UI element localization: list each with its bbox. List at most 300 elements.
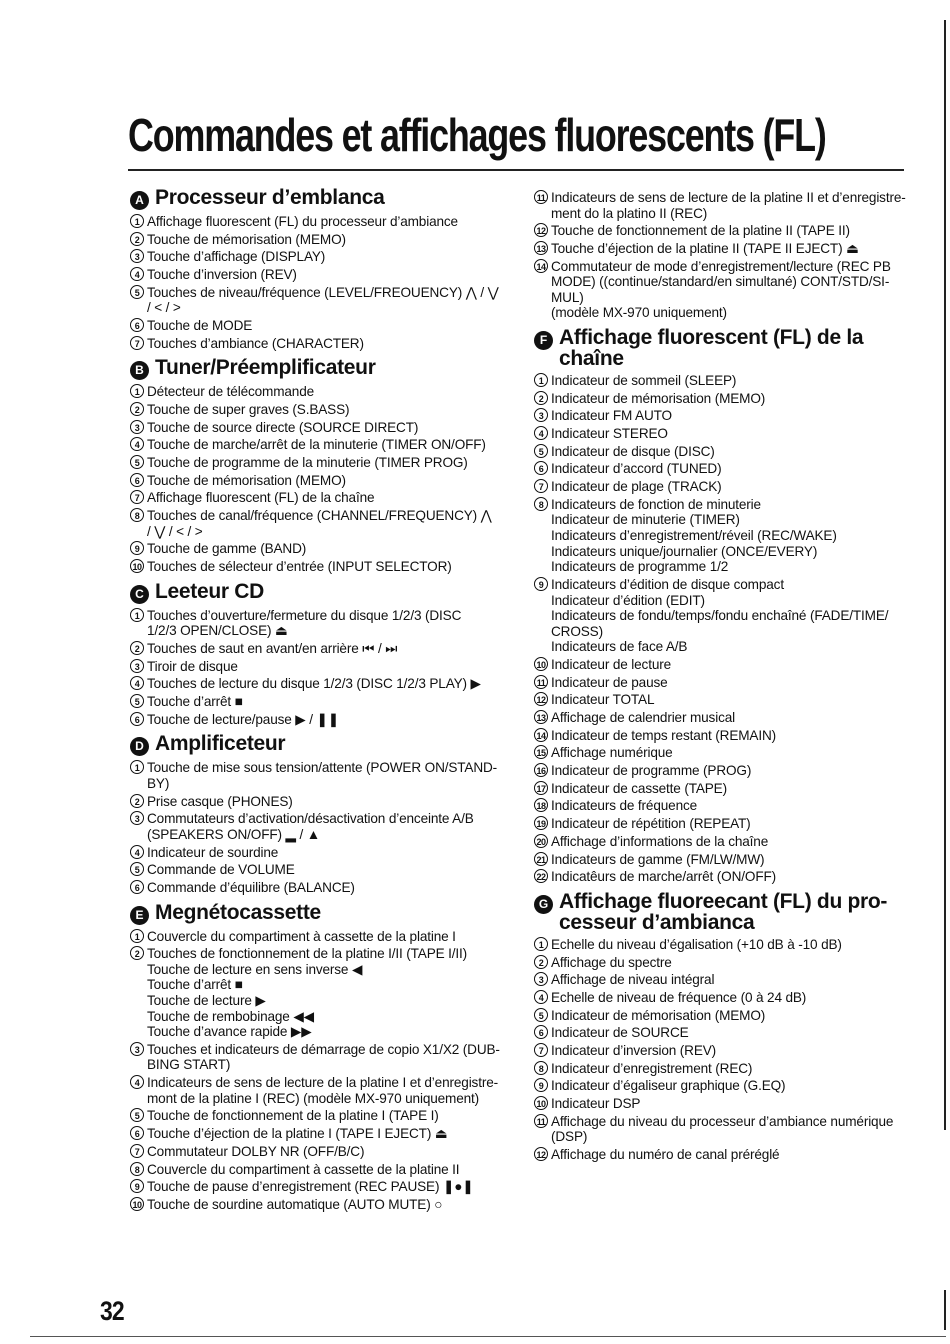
list-item	[130, 1042, 510, 1073]
item-text	[147, 641, 510, 657]
list-item	[534, 745, 914, 761]
item-number: 4	[130, 845, 144, 859]
item-text	[147, 1126, 510, 1142]
item-number: 5	[534, 1008, 548, 1022]
item-line: Indicateur de sommeil (SLEEP)	[551, 373, 737, 389]
item-number: 19	[534, 816, 548, 830]
item-line: Touche de lecture en sens inverse ◀	[147, 961, 363, 977]
list-item	[534, 408, 914, 424]
list-item	[130, 1197, 510, 1213]
list-item	[130, 760, 510, 791]
item-line: BING START)	[147, 1057, 231, 1073]
item-line: Commande d’équilibre (BALANCE)	[147, 879, 355, 895]
item-text	[551, 1147, 914, 1163]
list-item	[534, 1043, 914, 1059]
item-number: 7	[130, 490, 144, 504]
list-item	[130, 541, 510, 557]
item-text	[147, 384, 510, 400]
item-line: Touche de programme de la minuterie (TIMER PROG)	[147, 455, 468, 471]
item-text	[551, 391, 914, 407]
item-text	[147, 232, 510, 248]
item-text	[551, 479, 914, 495]
section-badge: E	[130, 906, 149, 925]
item-number: 3	[130, 249, 144, 263]
item-line: Echelle de niveau de fréquence (0 à 24 dB)	[551, 989, 807, 1005]
item-text	[147, 1179, 510, 1195]
item-list	[130, 214, 510, 351]
list-item	[130, 811, 510, 842]
item-text	[551, 692, 914, 708]
item-line: Touches de sélecteur d’entrée (INPUT SELECTOR)	[147, 559, 452, 575]
item-number: 21	[534, 852, 548, 866]
item-line: Indicateur de minuterie (TIMER)	[551, 512, 740, 528]
item-line: Indicateurs de programme 1/2	[551, 559, 729, 575]
item-number: 6	[534, 461, 548, 475]
item-line: Indicateurs de fréquence	[551, 798, 698, 814]
item-line: Indicateurs de face A/B	[551, 639, 688, 655]
item-list	[534, 937, 914, 1163]
list-item	[534, 781, 914, 797]
list-item	[534, 1147, 914, 1163]
item-line: Touche de fonctionnement de la platine I (TAPE I)	[147, 1108, 439, 1124]
item-text	[147, 420, 510, 436]
item-number: 13	[534, 710, 548, 724]
item-line: Touche de sourdine automatique (AUTO MUTE) ○	[147, 1196, 443, 1212]
list-item	[130, 1075, 510, 1106]
list-item	[130, 420, 510, 436]
section	[534, 891, 914, 1163]
item-line: Touche de mise sous tension/attente (POWER ON/STAND-	[147, 760, 498, 776]
list-item	[534, 497, 914, 575]
item-line: Touche d’arrêt ■	[147, 977, 243, 993]
item-line: Indicateurs de sens de lecture de la platine II et d’enregistre-	[551, 190, 906, 205]
item-number: 5	[534, 444, 548, 458]
list-item	[130, 929, 510, 945]
list-item	[534, 1061, 914, 1077]
item-text	[551, 1114, 914, 1145]
item-line: Indicateur TOTAL	[551, 692, 655, 708]
section-badge: A	[130, 191, 149, 210]
item-line: Indicateur DSP	[551, 1096, 641, 1111]
item-number: 7	[534, 479, 548, 493]
item-line: Touches de niveau/fréquence (LEVEL/FREOUENCY) ⋀ / ⋁	[147, 284, 499, 300]
item-line: Indicateur STEREO	[551, 426, 668, 442]
item-line: Touches de saut en avant/en arrière ⏮ / ⏭	[147, 640, 398, 656]
bottom-divider	[30, 1336, 946, 1337]
item-line: Couvercle du compartiment à cassette de la platine II	[147, 1161, 460, 1177]
item-line: Tiroir de disque	[147, 658, 238, 674]
item-line: Indicateur de plage (TRACK)	[551, 479, 722, 495]
item-number: 3	[130, 811, 144, 825]
item-text	[147, 694, 510, 710]
list-item	[534, 728, 914, 744]
item-line: Commutateur DOLBY NR (OFF/B/C)	[147, 1143, 365, 1159]
section-header	[130, 357, 510, 380]
item-text	[551, 972, 914, 988]
item-text	[147, 760, 510, 791]
list-item	[130, 336, 510, 352]
item-number: 1	[130, 214, 144, 228]
item-text	[551, 577, 914, 655]
list-item	[534, 391, 914, 407]
list-item	[534, 1114, 914, 1145]
item-text	[551, 190, 914, 221]
item-line: Affichage numérique	[551, 745, 673, 761]
item-line: Indicateurs de sens de lecture de la platine I et d’enregistre-	[147, 1075, 498, 1091]
item-text	[147, 249, 510, 265]
item-line: MODE) ((continue/standard/en simultané) CONT/STD/SI-	[551, 274, 890, 290]
item-text	[147, 473, 510, 489]
item-text	[147, 1197, 510, 1213]
list-item	[534, 1025, 914, 1041]
item-line: Touche de mémorisation (MEMO)	[147, 472, 346, 488]
section	[130, 187, 510, 351]
item-text	[147, 880, 510, 896]
list-item	[130, 249, 510, 265]
item-number: 9	[130, 1179, 144, 1193]
item-text	[551, 728, 914, 744]
item-text	[147, 794, 510, 810]
item-number: 3	[130, 659, 144, 673]
list-item	[130, 1144, 510, 1160]
item-number: 9	[534, 1078, 548, 1092]
list-item	[130, 1126, 510, 1142]
section-title: Amplificeteur	[155, 732, 286, 756]
section-badge: B	[130, 361, 149, 380]
item-number: 9	[130, 541, 144, 555]
item-text	[551, 657, 914, 673]
item-text	[147, 676, 510, 692]
item-number: 10	[130, 559, 144, 573]
list-item	[130, 862, 510, 878]
item-line: Affichage de niveau intégral	[551, 972, 715, 988]
item-text	[147, 437, 510, 453]
item-line: Affichage du numéro de canal préréglé	[551, 1146, 780, 1162]
list-item	[534, 223, 914, 239]
item-number: 14	[534, 259, 548, 273]
list-item	[534, 461, 914, 477]
list-item	[130, 559, 510, 575]
item-number: 4	[130, 267, 144, 281]
item-number: 10	[534, 1096, 548, 1110]
section	[130, 902, 510, 1213]
item-number: 4	[130, 437, 144, 451]
item-text	[551, 408, 914, 424]
list-item	[534, 955, 914, 971]
item-number: 4	[130, 676, 144, 690]
item-line: Indicateur de lecture	[551, 656, 672, 672]
list-item	[534, 852, 914, 868]
item-number: 3	[130, 1042, 144, 1056]
item-number: 2	[130, 641, 144, 655]
item-line: Indicateurs unique/journalier (ONCE/EVERY)	[551, 543, 818, 559]
item-text	[147, 285, 510, 316]
item-line: Touche d’arrêt ■	[147, 694, 243, 710]
item-text	[551, 444, 914, 460]
item-line: Indicatêurs de marche/arrêt (ON/OFF)	[551, 869, 777, 885]
item-number: 7	[130, 1144, 144, 1158]
section-title: Processeur d’emblanca	[155, 186, 385, 209]
item-number: 2	[534, 391, 548, 405]
item-text	[147, 214, 510, 230]
item-number: 5	[130, 285, 144, 299]
item-number: 17	[534, 781, 548, 795]
item-line: Touche de lecture ▶	[147, 993, 266, 1008]
item-line: Touche de super graves (S.BASS)	[147, 402, 350, 417]
item-number: 20	[534, 834, 548, 848]
item-number: 10	[534, 657, 548, 671]
list-item	[130, 1179, 510, 1195]
list-item	[130, 285, 510, 316]
list-item	[130, 676, 510, 692]
right-column	[534, 190, 914, 1169]
item-line: / < / >	[147, 300, 181, 316]
list-item	[130, 659, 510, 675]
section	[534, 190, 914, 321]
item-line: Touche d’affichage (DISPLAY)	[147, 249, 326, 265]
item-number: 1	[534, 373, 548, 387]
item-line: Indicateurs de gamme (FM/LW/MW)	[551, 851, 765, 867]
item-line: Indicateur de répétition (REPEAT)	[551, 816, 751, 832]
item-line: Indicateur de disque (DISC)	[551, 443, 715, 459]
item-number: 1	[534, 937, 548, 951]
section-title: Leeteur CD	[155, 579, 265, 603]
item-number: 5	[130, 694, 144, 708]
section-title: Tuner/Préemplificateur	[155, 356, 376, 380]
section-header	[534, 891, 914, 933]
item-number: 4	[534, 990, 548, 1004]
item-text	[551, 745, 914, 761]
item-text	[551, 798, 914, 814]
item-number: 5	[130, 1108, 144, 1122]
list-item	[534, 990, 914, 1006]
item-line: Touche de mémorisation (MEMO)	[147, 231, 346, 247]
item-text	[551, 241, 914, 257]
item-text	[147, 267, 510, 283]
item-list	[130, 929, 510, 1213]
item-text	[147, 336, 510, 352]
list-item	[130, 1162, 510, 1178]
item-number: 2	[534, 955, 548, 969]
list-item	[534, 675, 914, 691]
item-text	[147, 659, 510, 675]
item-number: 1	[130, 929, 144, 943]
list-item	[130, 694, 510, 710]
list-item	[130, 1108, 510, 1124]
item-line: Indicateur de cassette (TAPE)	[551, 780, 727, 796]
item-text	[147, 1042, 510, 1073]
item-number: 22	[534, 869, 548, 883]
item-number: 14	[534, 728, 548, 742]
item-line: Indicateurs d’édition de disque compact	[551, 576, 784, 592]
item-number: 6	[130, 712, 144, 726]
item-text	[551, 461, 914, 477]
item-number: 8	[534, 1061, 548, 1075]
list-item	[130, 794, 510, 810]
section-badge: C	[130, 585, 149, 604]
list-item	[534, 937, 914, 953]
item-number: 9	[534, 577, 548, 591]
section	[130, 733, 510, 895]
title-divider	[128, 169, 904, 171]
item-number: 6	[130, 318, 144, 332]
list-item	[534, 798, 914, 814]
list-item	[534, 869, 914, 885]
item-number: 7	[130, 336, 144, 350]
item-line: Affichage fluorescent (FL) du processeur d’ambiance	[147, 214, 458, 229]
list-item	[534, 710, 914, 726]
item-line: Touches de fonctionnement de la platine I/II (TAPE I/II)	[147, 946, 468, 962]
list-item	[534, 577, 914, 655]
item-number: 16	[534, 763, 548, 777]
page-number: 32	[100, 1296, 124, 1326]
item-line: Touches d’ambiance (CHARACTER)	[147, 335, 364, 351]
item-line: Affichage du spectre	[551, 954, 672, 970]
item-text	[147, 862, 510, 878]
item-list	[130, 384, 510, 574]
item-line: Touches et indicateurs de démarrage de copio X1/X2 (DUB-	[147, 1041, 500, 1057]
item-text	[147, 559, 510, 575]
item-line: Indicateur de sourdine	[147, 844, 279, 860]
list-item	[130, 712, 510, 728]
item-text	[147, 608, 510, 639]
page-edge-rule-lower	[944, 1290, 946, 1330]
item-line: Détecteur de télécommande	[147, 384, 315, 400]
item-line: Indicateur d’égaliseur graphique (G.EQ)	[551, 1078, 786, 1094]
item-line: (DSP)	[551, 1129, 588, 1145]
item-number: 8	[130, 1162, 144, 1176]
item-text	[551, 373, 914, 389]
item-text	[147, 1162, 510, 1178]
item-line: Indicateur de temps restant (REMAIN)	[551, 727, 777, 743]
item-line: Indicateurs de fonction de minuterie	[551, 496, 761, 512]
item-line: Indicateur d’enregistrement (REC)	[551, 1060, 753, 1076]
item-text	[551, 852, 914, 868]
list-item	[130, 318, 510, 334]
item-list	[130, 760, 510, 895]
list-item	[534, 972, 914, 988]
item-text	[147, 1144, 510, 1160]
section	[130, 357, 510, 574]
item-text	[551, 710, 914, 726]
item-line: CROSS)	[551, 623, 603, 639]
item-line: Commande de VOLUME	[147, 862, 295, 878]
item-number: 12	[534, 223, 548, 237]
list-item	[534, 241, 914, 257]
item-line: Touche de fonctionnement de la platine II (TAPE II)	[551, 223, 850, 239]
list-item	[534, 692, 914, 708]
section-title: Megnétocassette	[155, 900, 321, 924]
item-text	[147, 455, 510, 471]
item-line: Touche de marche/arrêt de la minuterie (TIMER ON/OFF)	[147, 437, 486, 453]
section	[534, 327, 914, 885]
item-text	[147, 929, 510, 945]
item-text	[551, 763, 914, 779]
list-item	[130, 641, 510, 657]
list-item	[534, 444, 914, 460]
item-number: 6	[130, 1126, 144, 1140]
item-line: Indicateurs de fondu/temps/fondu enchaîné (FADE/TIME/	[551, 608, 889, 624]
item-text	[147, 508, 510, 539]
item-text	[147, 811, 510, 842]
list-item	[534, 657, 914, 673]
item-text	[551, 955, 914, 971]
item-text	[147, 1108, 510, 1124]
item-text	[551, 834, 914, 850]
item-line: Touche d’inversion (REV)	[147, 267, 297, 283]
list-item	[130, 402, 510, 418]
item-line: mont de la platine I (REC) (modèle MX-970 uniquement)	[147, 1090, 480, 1106]
item-number: 3	[534, 972, 548, 986]
item-line: Echelle du niveau d’égalisation (+10 dB à -10 dB)	[551, 936, 842, 952]
list-item	[130, 437, 510, 453]
item-text	[551, 1061, 914, 1077]
list-item	[130, 214, 510, 230]
item-line: Couvercle du compartiment à cassette de la platine I	[147, 928, 456, 944]
item-text	[147, 541, 510, 557]
list-item	[534, 763, 914, 779]
item-text	[147, 946, 510, 1040]
item-number: 6	[130, 880, 144, 894]
item-number: 15	[534, 745, 548, 759]
list-item	[534, 1008, 914, 1024]
list-item	[130, 267, 510, 283]
item-line: Affichage fluorescent (FL) de la chaîne	[147, 490, 375, 506]
list-item	[534, 479, 914, 495]
list-item	[534, 259, 914, 321]
item-number: 18	[534, 798, 548, 812]
item-text	[551, 497, 914, 575]
item-line: Touches de lecture du disque 1/2/3 (DISC 1/2/3 PLAY) ▶	[147, 676, 481, 692]
section-header	[130, 581, 510, 604]
section-title: Affichage fluoreecant (FL) du pro-cesseur d’ambianca	[559, 889, 888, 934]
item-line: Touches de canal/fréquence (CHANNEL/FREQUENCY) ⋀	[147, 508, 492, 524]
item-line: Indicateur de programme (PROG)	[551, 763, 752, 779]
item-line: Affichage de calendrier musical	[551, 710, 736, 726]
list-item	[130, 455, 510, 471]
list-item	[130, 232, 510, 248]
item-list	[130, 608, 510, 728]
item-text	[551, 781, 914, 797]
item-line: MUL)	[551, 289, 584, 305]
list-item	[534, 1096, 914, 1112]
item-text	[551, 1025, 914, 1041]
item-line: 1/2/3 OPEN/CLOSE) ⏏	[147, 623, 288, 639]
item-number: 4	[534, 426, 548, 440]
item-number: 8	[534, 497, 548, 511]
item-number: 2	[130, 402, 144, 416]
item-list	[534, 190, 914, 321]
left-column	[130, 187, 510, 1218]
item-number: 6	[534, 1025, 548, 1039]
item-text	[551, 990, 914, 1006]
item-line: Affichage d’informations de la chaîne	[551, 833, 769, 849]
item-line: Affichage du niveau du processeur d’ambiance numérique	[551, 1113, 894, 1129]
item-number: 5	[130, 862, 144, 876]
item-line: Commutateur de mode d’enregistrement/lecture (REC PB	[551, 258, 891, 274]
item-number: 12	[534, 692, 548, 706]
item-text	[551, 869, 914, 885]
item-number: 7	[534, 1043, 548, 1057]
item-number: 3	[130, 420, 144, 434]
item-line: Touches d’ouverture/fermeture du disque 1/2/3 (DISC	[147, 607, 462, 623]
item-line: Touche d’éjection de la platine I (TAPE I EJECT) ⏏	[147, 1126, 448, 1142]
item-list	[534, 373, 914, 885]
item-number: 8	[130, 508, 144, 522]
item-number: 11	[534, 1114, 548, 1128]
item-line: BY)	[147, 775, 170, 791]
item-text	[147, 318, 510, 334]
